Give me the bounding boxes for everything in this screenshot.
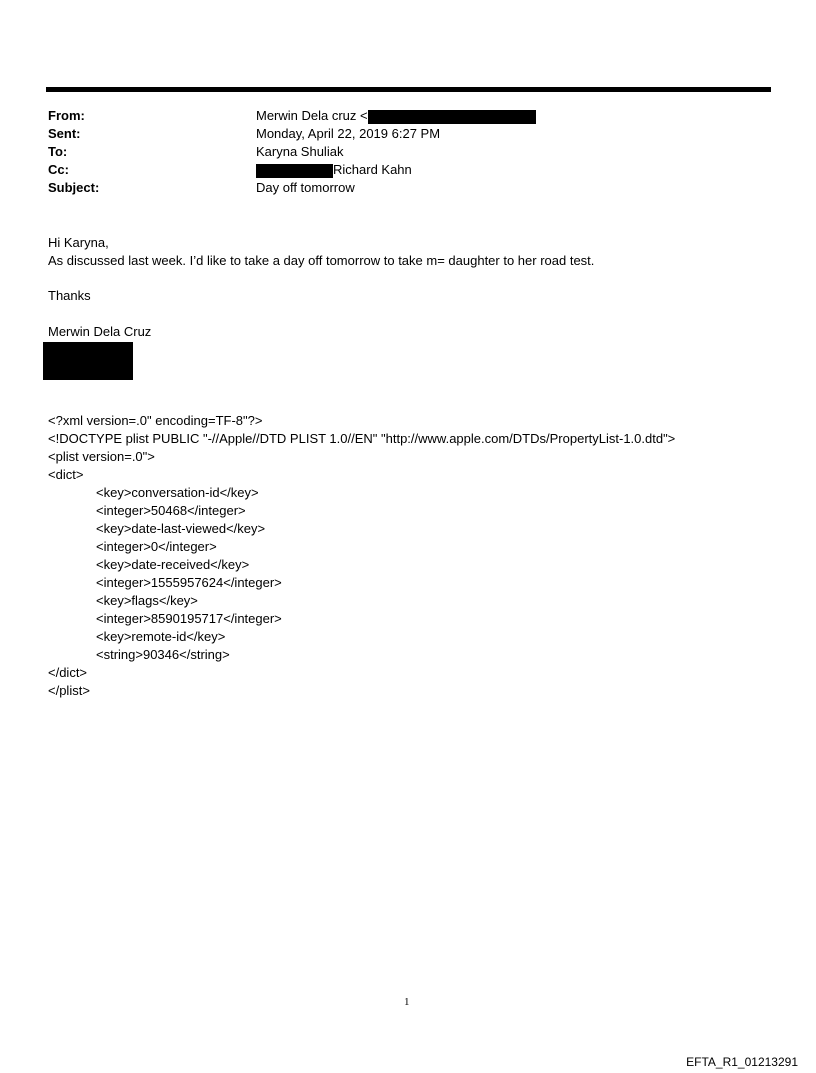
xml-line: <dict> [48, 467, 84, 482]
sent-label: Sent: [48, 126, 81, 141]
cc-label: Cc: [48, 162, 69, 177]
xml-line: <?xml version=.0" encoding=TF-8"?> [48, 413, 263, 428]
xml-line: <integer>0</integer> [96, 539, 217, 554]
document-id: EFTA_R1_01213291 [686, 1055, 798, 1069]
xml-line: <key>conversation-id</key> [96, 485, 259, 500]
xml-line: <string>90346</string> [96, 647, 230, 662]
cc-name: Richard Kahn [333, 162, 412, 177]
xml-line: </dict> [48, 665, 88, 680]
redaction-box [43, 342, 133, 380]
page-number: 1 [404, 996, 410, 1008]
redaction-box [368, 110, 536, 124]
greeting: Hi Karyna, [48, 235, 109, 250]
to-label: To: [48, 144, 68, 159]
xml-line: <key>flags</key> [96, 593, 198, 608]
xml-line: <integer>8590195717</integer> [96, 611, 282, 626]
from-label: From: [48, 108, 85, 123]
cc-value [256, 162, 412, 178]
xml-line: <plist version=.0"> [48, 449, 155, 464]
redaction-box [256, 164, 333, 178]
xml-line: <key>date-received</key> [96, 557, 250, 572]
xml-line: <!DOCTYPE plist PUBLIC "-//Apple//DTD PLIST 1.0//EN" "http://www.apple.com/DTDs/PropertyList-1.0.dtd"> [48, 431, 676, 446]
thanks-text: Thanks [48, 288, 91, 303]
xml-line: <key>date-last-viewed</key> [96, 521, 266, 536]
signature-name: Merwin Dela Cruz [48, 324, 152, 339]
xml-line: <key>remote-id</key> [96, 629, 226, 644]
subject-value: Day off tomorrow [256, 180, 355, 195]
message-text: As discussed last week. I’d like to take a day off tomorrow to take m= daughter to her road test. [48, 253, 595, 268]
xml-line: <integer>1555957624</integer> [96, 575, 282, 590]
to-value: Karyna Shuliak [256, 144, 344, 159]
subject-label: Subject: [48, 180, 100, 195]
xml-line: </plist> [48, 683, 90, 698]
from-name: Merwin Dela cruz < [256, 108, 368, 123]
xml-line: <integer>50468</integer> [96, 503, 246, 518]
header-rule [46, 87, 771, 92]
from-value [256, 108, 536, 124]
sent-value: Monday, April 22, 2019 6:27 PM [256, 126, 441, 141]
